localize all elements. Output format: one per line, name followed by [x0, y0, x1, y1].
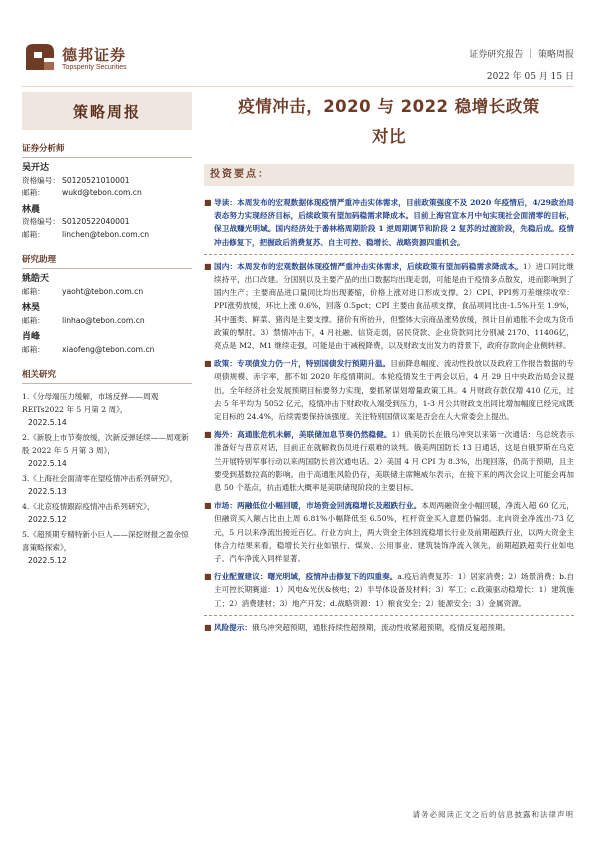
section-divider: [204, 615, 574, 616]
analyst-email[interactable]: wukd@tebon.com.cn: [62, 188, 142, 197]
paragraph-body: 目前上海官宣本月中旬实现社会面清零的目标，保卫战赚光明域。国内经济处于番林格周期阶段 1 逆周期调节和阶段 2 复苏的过渡阶段，先稳后成。疫情冲击修复下，把握政后消费复苏、自主可控、稳增长、战略资源四重机会。: [214, 211, 574, 247]
paragraph-lead: 国内：本周发布的宏观数据体现疫情严重冲击实体需求，后续政策有望加码稳需求降成本。: [214, 261, 523, 271]
bullet-icon: ■: [204, 261, 212, 271]
section-divider: [204, 254, 574, 255]
risk-paragraph: [204, 621, 574, 634]
related-date: 2022.5.12: [28, 515, 67, 524]
paragraph-lead: 海外：高通胀危机未解，美联储加息节奏仍然稳健。: [214, 430, 392, 440]
paragraph-body: 1）进口同比继续持平，出口改建。分国别以及主要产品的出口数据均出现走弱，可能是由于疫情多点散发，进而影响到了国内生产；主要商品进口量同比均出现萎缩，价格上涨对进口形成支撑。2）CPI、PPI剪刀差继续收窄：PPI涨势放缓，环比上涨 0.6%，回落 0.5pct；CPI 主要由食品项支撑，食品项同比由-1.5%升至 1.9%，其中蛋类、鲜菜、猪肉是主要支撑。猪价有所抬升，但整体大宗商品涨势放缓，预计目前通胀不会成为货币政策的掣肘。3）禁情冲击下，4 月社融、信贷走弱，居民贷款、企业贷款同比分别减 2170、11406亿，亮点是 M2、M1 继续走强，可能是由于减税降费，以及财政支出发力的背景下，政府存款向企业侧转移。: [214, 261, 574, 351]
related-date: 2022.5.14: [28, 459, 67, 468]
email-label: 邮箱：: [22, 315, 45, 325]
email-label: 邮箱：: [22, 344, 45, 354]
cert-number: S0120522040001: [62, 217, 130, 226]
report-title: [204, 92, 574, 152]
paragraph-lead: 政策：专项债发力仍一片，特别国债发行预期升温。: [214, 359, 391, 369]
bullet-icon: ■: [204, 359, 212, 369]
paragraph-body: a.疫后消费复苏：1）居家消费；2）场景消费；b.自主可控长期赛道：1）风电&光伏&核电；2）半导体设备及材料；3）军工；c.政策驱动稳增长：1）建筑施工；2）消费建材；3）地产开发；d.战略资源：1）粮食安全；2）能源安全；3）金属资源。: [214, 572, 574, 608]
related-date: 2022.5.13: [28, 487, 67, 496]
brand-name-cn: 德邦证券: [62, 46, 127, 64]
analyst-entry: [22, 162, 192, 200]
analyst-name: 吴开达: [22, 163, 50, 173]
summary-paragraph: [204, 499, 574, 565]
analysts-heading: 证券分析师: [22, 142, 192, 158]
paragraph-body: 目前降息幅度、流动性投放以及政府工作报告数据的专项债规模、赤字率，都不如 2020 年疫情期间。本轮疫情发生于两会以后，4 月 29 日中央政治局会议提出，全年经济社会发展预期目标要努力实现，要抓紧谋划增量政策工具。4 月财政存款仅增 410 亿元，过去 5 年平均为 5052 亿元，疫情冲击下财政收入端受到压力，1-3 月公共财政支出同比增加幅度已经完成既定目标的 24.4%，后续需要保持该强度。关注特别国债议案是否会在人大常委会上提出。: [214, 359, 574, 422]
summary-paragraph: [204, 357, 574, 423]
summary-paragraph: [204, 196, 574, 249]
brand-emblem-icon: [22, 40, 58, 76]
paragraph-body: 俄乌冲突超预期，通胀持续性超预期，流动性收紧超预期，疫情反复超预期。: [251, 622, 511, 632]
summary-paragraph: [204, 428, 574, 494]
related-title: 4.《北京疫情跟踪疫情冲击系列研究》，: [22, 502, 155, 511]
related-title: 1.《分母端压力缓解，市场反弹——周观 REITs2022 年 5 月第 2 周》，: [22, 392, 159, 414]
cert-label: 资格编号：: [22, 217, 60, 226]
email-label: 邮箱：: [22, 286, 45, 296]
contacts-heading: 研究助理: [22, 253, 192, 269]
related-item[interactable]: [22, 472, 192, 498]
related-item[interactable]: [22, 528, 192, 567]
analyst-name: 林晨: [22, 204, 41, 215]
related-title: 3.《上海社会面清零在望疫情冲击系列研究》，: [22, 474, 178, 483]
sidebar-title: 策略周报: [22, 92, 192, 130]
contact-name: 肖峰: [22, 332, 41, 342]
brand-name-en: Topsperity Securities: [62, 64, 127, 71]
brand-logo: [22, 40, 172, 80]
related-title: 5.《超预期专精特新小巨人——深挖财报之盈余惊喜策略探索》，: [22, 530, 189, 552]
related-heading: 相关研究: [22, 368, 192, 384]
email-label: 邮箱：: [22, 229, 45, 239]
analyst-email[interactable]: linchen@tebon.com.cn: [62, 229, 150, 239]
bullet-icon: ■: [204, 198, 212, 207]
paragraph-body: 1）俄美防长在俄乌冲突以来第一次通话：乌总统表示准备好与普京对话，目前正在就解救伤员进行艰难的谈判。俄美两国防长 13 日通话，这是自俄罗斯在乌克兰开展特别军事行动以来两国防长首次通电话。2）美国 4 月 CPI 为 8.3%，出现回落，仍高于预期，且主要受到基数拉高的影响。由于高通胀风险仍存，美联储主席鲍威尔表示，在接下来的两次会议上可能会再加息 50 个基点，抗击通胀大概率是美联储现阶段的主要目标。: [214, 430, 574, 493]
related-item[interactable]: [22, 500, 192, 526]
summary-paragraph: [204, 260, 574, 352]
sidebar: [22, 92, 192, 720]
contact-entry: [22, 302, 192, 327]
related-date: 2022.5.14: [28, 418, 67, 427]
summary-paragraph: [204, 570, 574, 610]
contact-entry: [22, 331, 192, 356]
report-title-line2: 对比: [372, 127, 406, 146]
related-item[interactable]: [22, 431, 192, 470]
report-main: [204, 92, 574, 639]
related-item[interactable]: [22, 390, 192, 429]
paragraph-lead: 市场：两融低位小幅回暖，市场资金回流稳增长及超跌行业。: [214, 501, 422, 511]
analyst-entry: [22, 204, 192, 242]
paragraph-lead: 行业配置建议：曙光明域，疫情冲击修复下的四重奏。: [214, 572, 398, 582]
contact-email[interactable]: xiaofeng@tebon.com.cn: [62, 344, 155, 354]
paragraph-body: 本周两融资金小幅回暖，净流入超 60 亿元，但融资买入额占比由上周 6.81%小幅降低至 6.50%，杠杆资金买入意愿仍偏弱。北向资金净流出-73 亿元，5 月以来净流出接近百亿。行业方向上，两大资金主体回流稳增长行业及前期超跌行业，以两大资金主体合力结果来看，稳增长关行业如银行、煤炭、公用事业、建筑装饰净流入领先，前期超跌超卖行业如电子、汽车净流入同样显著。: [214, 501, 574, 564]
contact-name: 林昊: [22, 303, 41, 313]
invest-points-heading: 投资要点：: [204, 164, 574, 186]
cert-label: 资格编号：: [22, 175, 60, 185]
contact-email[interactable]: yaoht@tebon.com.cn: [62, 286, 144, 296]
related-title: 2.《新股上市节奏放缓，次新反弹延续——周观新股 2022 年 5 月第 3 周》，: [22, 433, 189, 455]
report-title-line1: 疫情冲击，2020 与 2022 稳增长政策: [238, 97, 540, 116]
related-list: [22, 390, 192, 567]
report-header: [469, 44, 574, 88]
contact-entry: [22, 273, 192, 298]
paragraph-lead: 导读：本周发布的宏观数据体现疫情严重冲击实体需求，目前政策强度不及 2020 年疫情后，4/29政治局表态努力实现经济目标，后续政策有望加码稳需求降成本。: [214, 198, 574, 221]
report-type: 证券研究报告 ｜ 策略周报: [469, 50, 574, 60]
bullet-icon: ■: [204, 622, 212, 632]
paragraph-lead: 风险提示：: [214, 622, 252, 632]
header-divider: [22, 86, 574, 87]
footer-disclaimer: 请务必阅读正文之后的信息披露和法律声明: [412, 810, 574, 819]
email-label: 邮箱：: [22, 188, 45, 197]
bullet-icon: ■: [204, 430, 212, 440]
bullet-icon: ■: [204, 501, 212, 511]
related-date: 2022.5.12: [28, 556, 67, 565]
report-date: 2022 年 05 月 15 日: [486, 72, 574, 82]
contact-name: 姚皓天: [22, 274, 50, 284]
contact-email[interactable]: linhao@tebon.com.cn: [62, 315, 145, 325]
cert-number: S0120521010001: [62, 175, 130, 185]
invest-points-body: [204, 196, 574, 634]
bullet-icon: ■: [204, 572, 212, 582]
